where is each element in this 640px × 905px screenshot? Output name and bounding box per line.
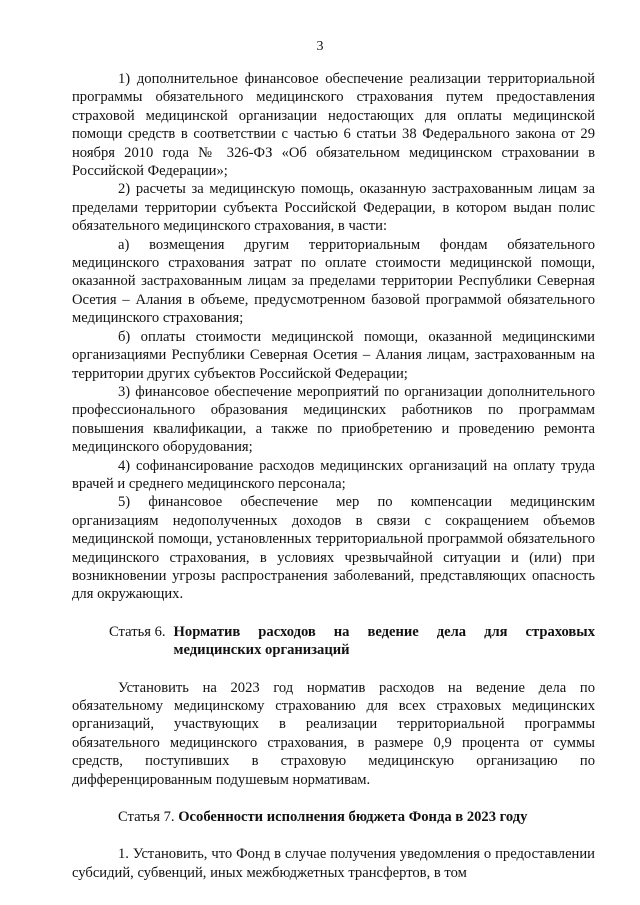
article-6-label: Статья 6. — [109, 623, 166, 640]
page-number: 3 — [316, 39, 324, 54]
article-6-title: Норматив расходов на ведение дела для страховых медицинских организаций — [173, 623, 595, 659]
article-6-heading — [72, 623, 595, 660]
article-7-title: Особенности исполнения бюджета Фонда в 2023 году — [178, 809, 528, 826]
list-item-1: 1) дополнительное финансовое обеспечение реализации территориальной программы обязательного медицинского страхования путем предоставления страховой медицинской организации недостающих для оплаты медицинской помощи средств в соответствии с частью 6 статьи 38 Федерального закона от 29 ноября 2010 года № 326-ФЗ «Об обязательном медицинском страховании в Российской Федерации»; — [72, 71, 595, 180]
list-item-2b: б) оплаты стоимости медицинской помощи, оказанной медицинскими организациями Республики Северная Осетия – Алания лицам, застрахованным на территории других субъектов Российской Федерации; — [72, 328, 595, 382]
list-item-2: 2) расчеты за медицинскую помощь, оказанную застрахованным лицам за пределами территории субъекта Российской Федерации, в котором выдан полис обязательного медицинского страхования, в части: — [72, 181, 595, 235]
list-item-5: 5) финансовое обеспечение мер по компенсации медицинским организациям недополученных доходов в связи с сокращением объемов медицинской помощи, установленных территориальной программой обязательного медицинского страхования, в условиях чрезвычайной ситуации и (или) при возникновении угрозы распространения заболеваний, представляющих опасность для окружающих. — [72, 494, 595, 603]
article-6-body: Установить на 2023 год норматив расходов на ведение дела по обязательному медицинскому страхованию для всех страховых медицинских организаций, участвующих в реализации территориальной программы обязательного медицинского страхования, в размере 0,9 процента от суммы средств, поступивших в страховую медицинскую организацию по дифференцированным подушевым нормативам. — [72, 679, 595, 788]
document-body — [72, 70, 595, 882]
article-7-label: Статья 7. — [118, 809, 175, 826]
article-7-body: 1. Установить, что Фонд в случае получения уведомления о предоставлении субсидий, субвенций, иных межбюджетных трансфертов, в том — [72, 846, 595, 881]
list-item-2a: а) возмещения другим территориальным фондам обязательного медицинского страхования затрат по оплате стоимости медицинской помощи, оказанной застрахованным лицам за пределами территории Республики Северная Осетия – Алания в объеме, предусмотренном базовой программой обязательного медицинского страхования; — [72, 236, 595, 327]
article-7-heading — [72, 808, 595, 826]
list-item-3: 3) финансовое обеспечение мероприятий по организации дополнительного профессионального образования медицинских работников по программам повышения квалификации, а также по приобретению и проведению ремонта медицинского оборудования; — [72, 383, 595, 456]
list-item-4: 4) софинансирование расходов медицинских организаций на оплату труда врачей и среднего медицинского персонала; — [72, 457, 595, 492]
